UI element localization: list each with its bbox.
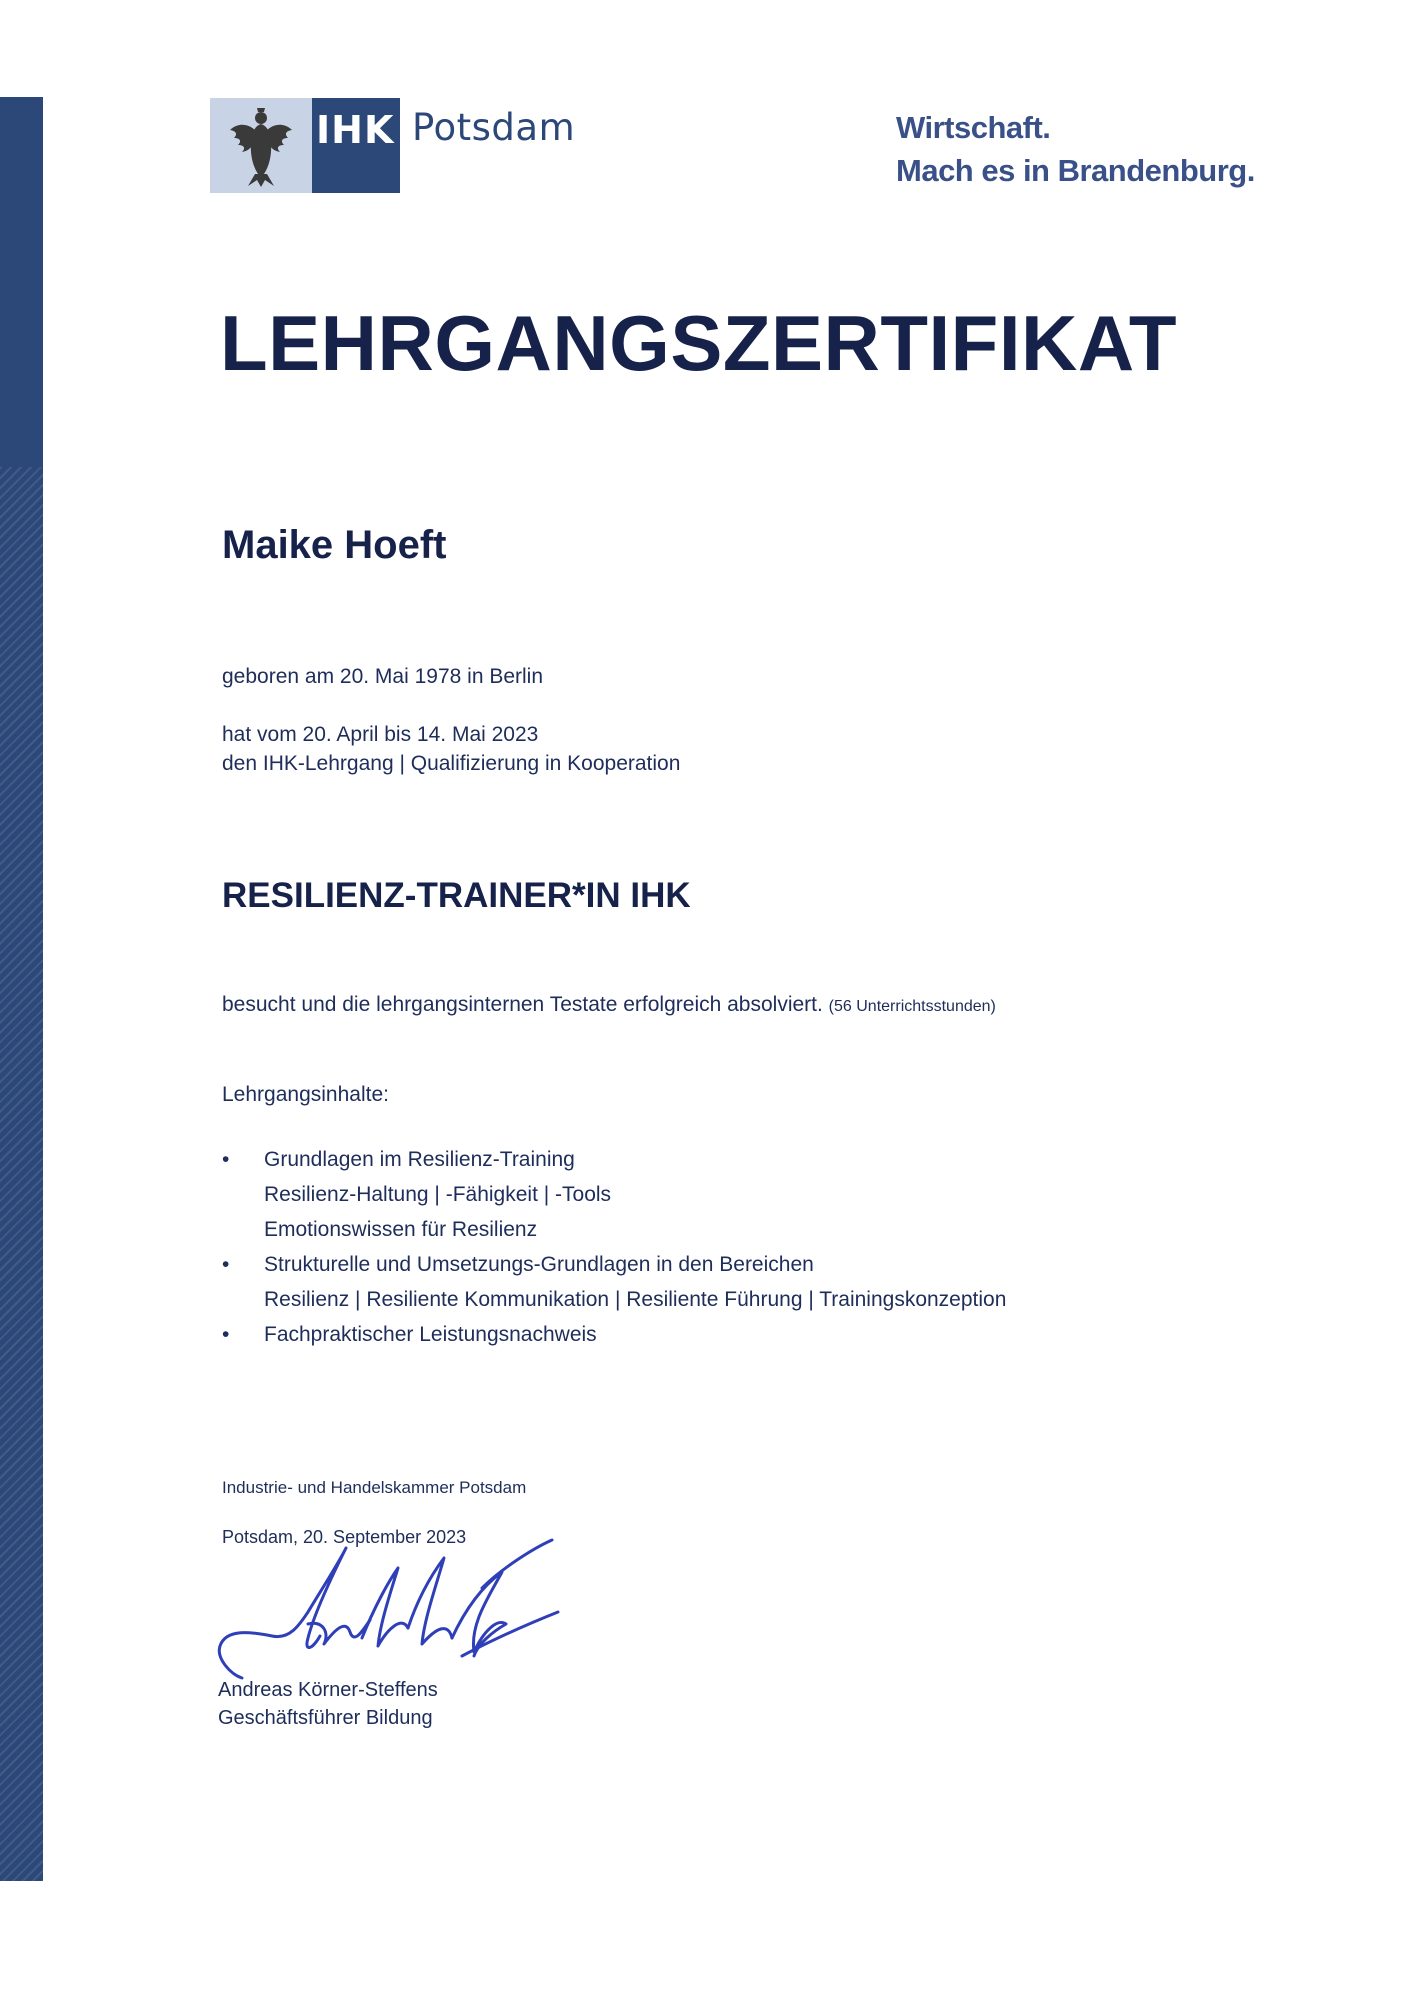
list-item	[222, 1247, 1006, 1317]
list-item	[222, 1317, 1006, 1352]
signer-role: Geschäftsführer Bildung	[218, 1707, 433, 1729]
recipient-name: Maike Hoeft	[222, 523, 447, 567]
issuing-organization: Industrie- und Handelskammer Potsdam	[222, 1478, 527, 1497]
course-name: RESILIENZ-TRAINER*IN IHK	[222, 876, 691, 915]
list-item-line: Resilienz | Resiliente Kommunikation | Resiliente Führung | Trainingskonzeption	[264, 1288, 1007, 1311]
decorative-side-bar	[0, 97, 43, 1881]
side-bar-hatch	[0, 467, 43, 1881]
list-item-line: Resilienz-Haltung | -Fähigkeit | -Tools	[264, 1183, 612, 1206]
place-and-date: Potsdam, 20. September 2023	[222, 1527, 467, 1547]
signer-block	[218, 1676, 438, 1732]
bullet-icon: •	[222, 1148, 230, 1171]
slogan-line-1: Wirtschaft.	[896, 110, 1051, 145]
completion-statement	[222, 990, 996, 1022]
bullet-icon: •	[222, 1323, 230, 1346]
list-item-line: Emotionswissen für Resilienz	[264, 1218, 538, 1241]
bullet-icon: •	[222, 1253, 230, 1276]
slogan-line-2: Mach es in Brandenburg.	[896, 153, 1255, 188]
certificate-title: LEHRGANGSZERTIFIKAT	[220, 299, 1178, 387]
signer-name: Andreas Körner-Steffens	[218, 1679, 438, 1701]
contents-heading: Lehrgangsinhalte:	[222, 1083, 389, 1106]
logo-ihk-text: IHK	[316, 108, 395, 152]
course-type: den IHK-Lehrgang | Qualifizierung in Kooperation	[222, 752, 681, 775]
contents-list	[222, 1142, 1006, 1352]
birth-info: geboren am 20. Mai 1978 in Berlin	[222, 665, 544, 688]
handwritten-signature	[212, 1528, 572, 1688]
list-item	[222, 1142, 1006, 1247]
brandenburg-eagle-icon	[228, 104, 294, 188]
eagle-emblem-box	[210, 98, 312, 193]
logo-city-text: Potsdam	[412, 106, 576, 149]
ihk-logo	[210, 98, 400, 193]
period-info: hat vom 20. April bis 14. Mai 2023	[222, 723, 539, 746]
list-item-line: Grundlagen im Resilienz-Training	[264, 1148, 575, 1171]
list-item-line: Strukturelle und Umsetzungs-Grundlagen in den Bereichen	[264, 1253, 814, 1276]
list-item-line: Fachpraktischer Leistungsnachweis	[264, 1323, 597, 1346]
slogan	[896, 106, 1255, 192]
hours-text: (56 Unterrichtsstunden)	[828, 998, 996, 1015]
completion-text: besucht und die lehrgangsinternen Testate erfolgreich absolviert.	[222, 993, 823, 1016]
